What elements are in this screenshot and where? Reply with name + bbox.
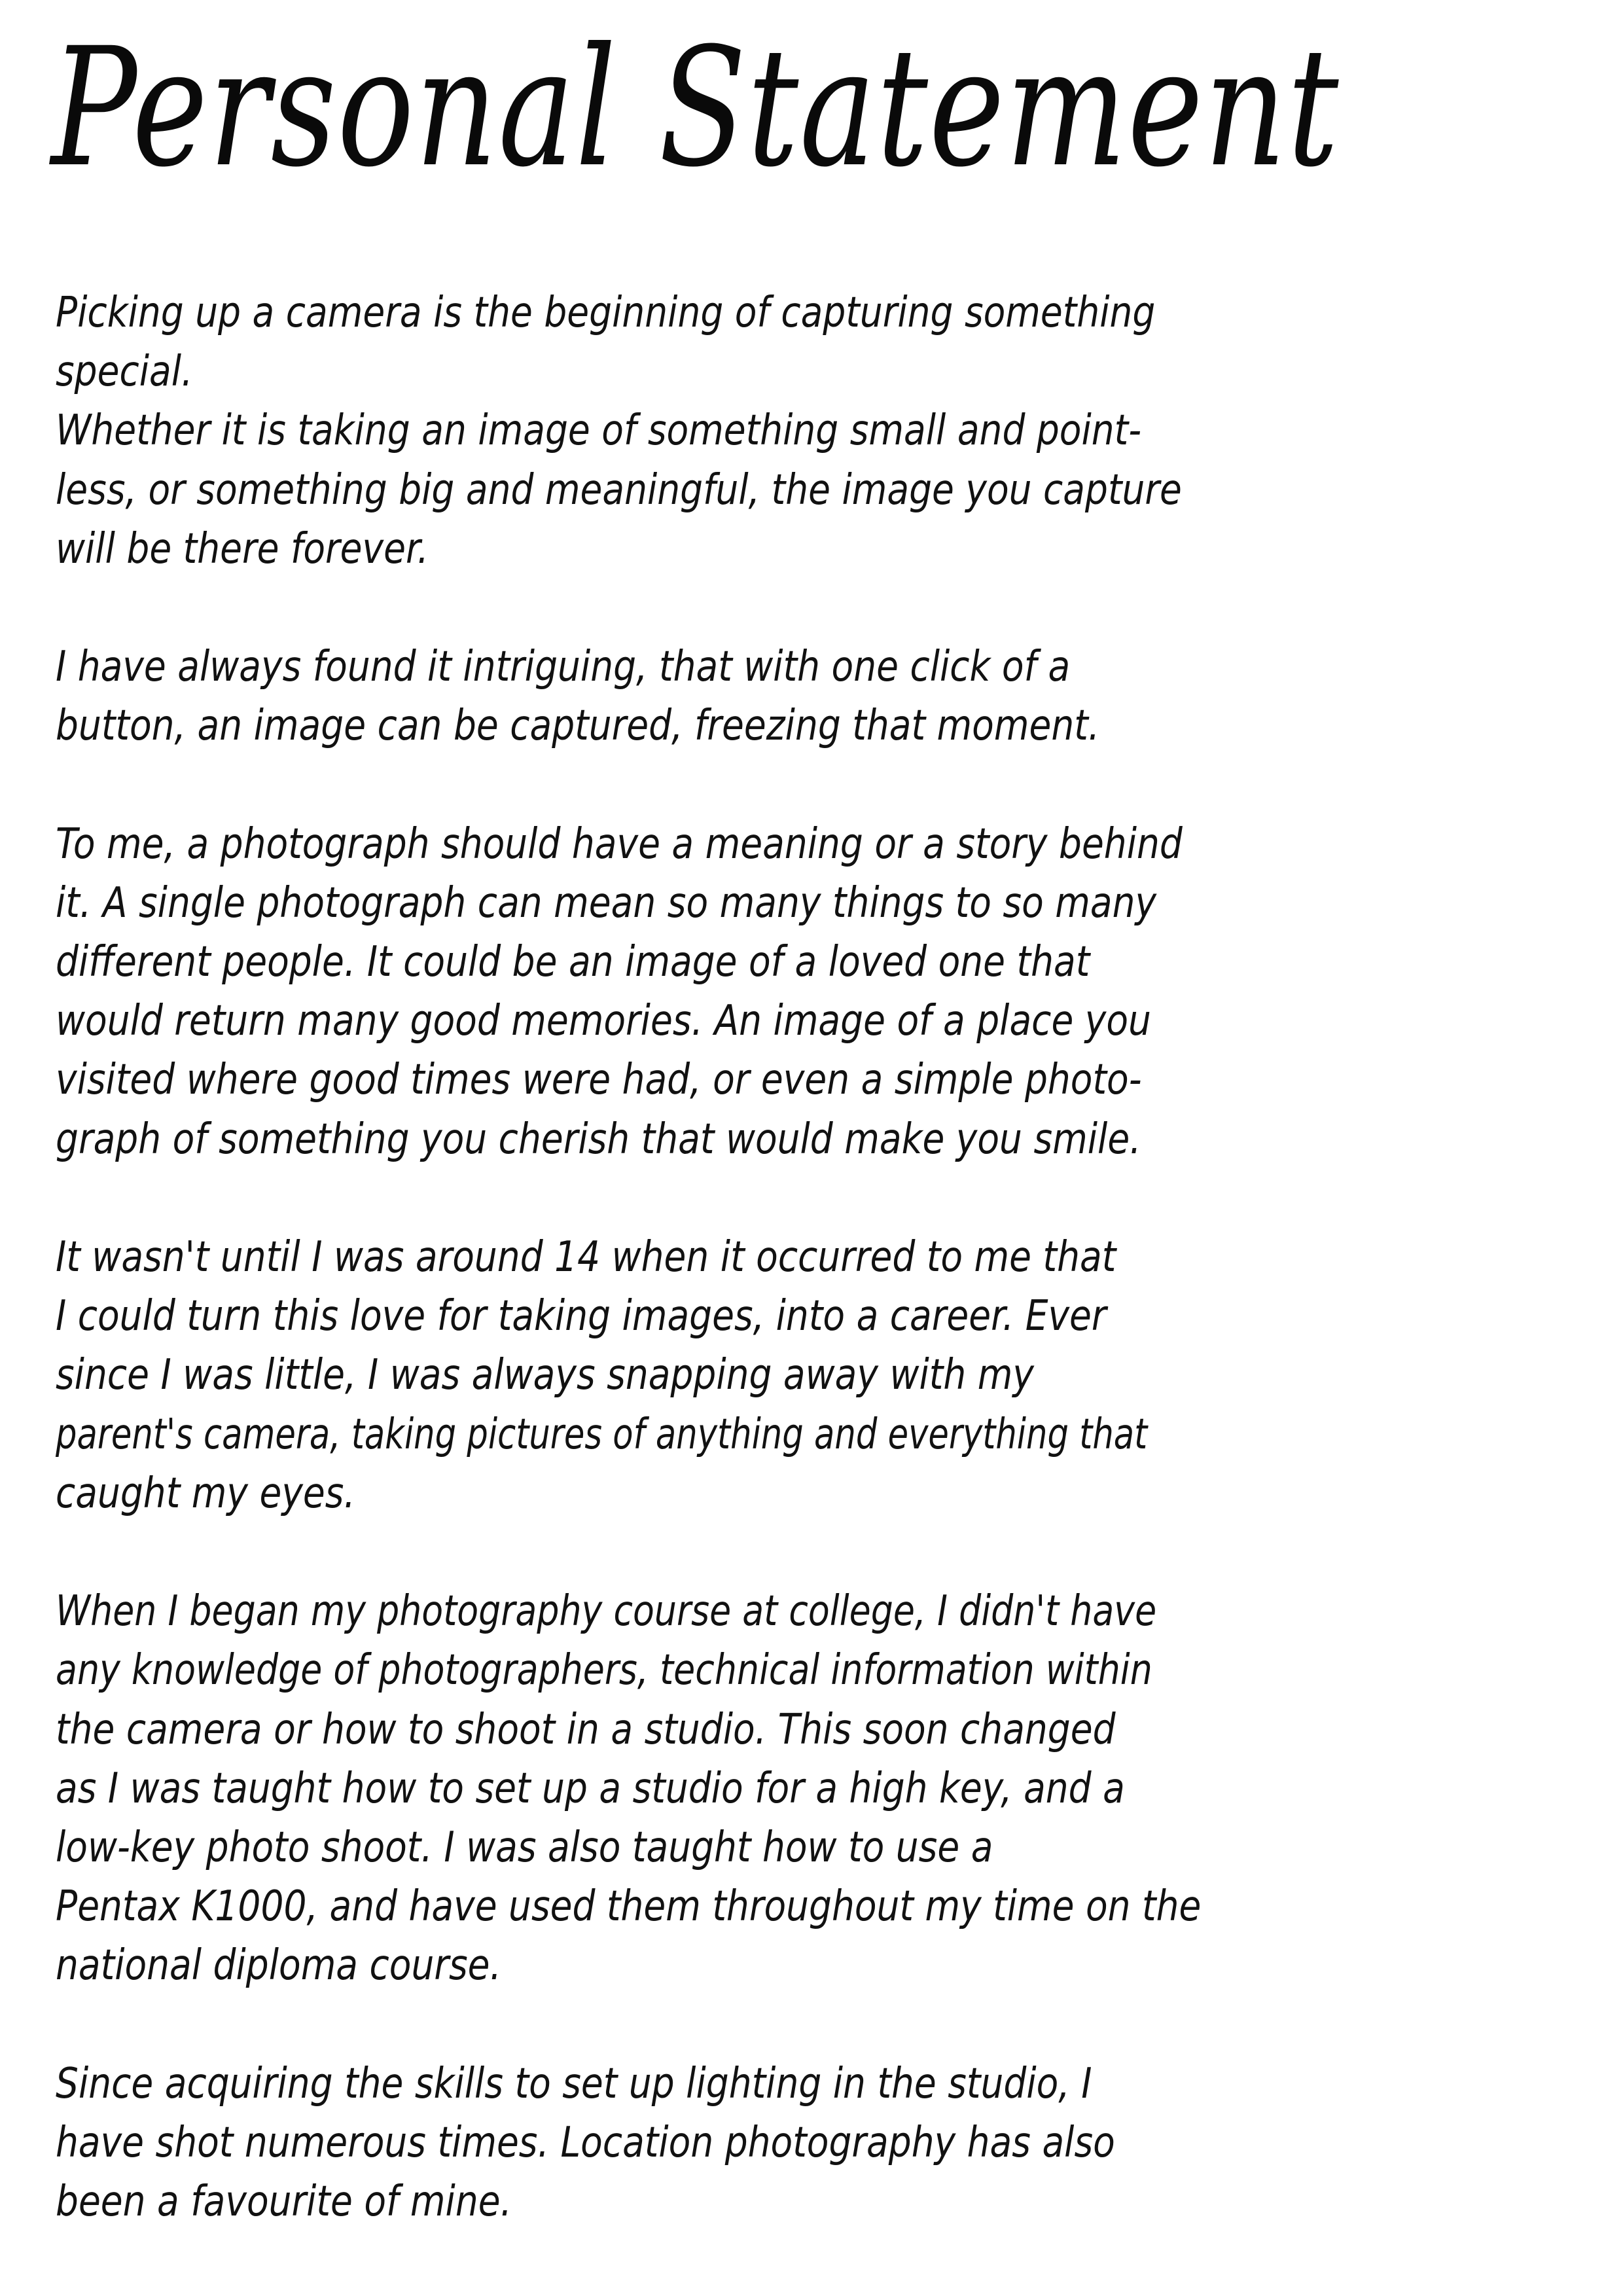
text-line: low-key photo shoot. I was also taught how to use a: [56, 1823, 993, 1872]
text-line: as I was taught how to set up a studio for a high key, and a: [56, 1764, 1125, 1813]
text-line: button, an image can be captured, freezing that moment.: [56, 702, 1100, 751]
text-line: visited where good times were had, or even a simple photo-: [56, 1056, 1142, 1105]
text-line: the camera or how to shoot in a studio. This soon changed: [56, 1705, 1116, 1754]
text-line: Picking up a camera is the beginning of capturing something: [56, 289, 1156, 337]
text-line: will be there forever.: [56, 524, 429, 573]
text-line: To me, a photograph should have a meaning or a story behind: [56, 819, 1183, 869]
paragraph-spacer: [56, 1169, 1574, 1228]
paragraph-spacer: [56, 579, 1574, 637]
text-line: parent's camera, taking pictures of anything and everything that: [56, 1410, 1148, 1459]
text-line: it. A single photograph can mean so many things to so many: [56, 878, 1157, 927]
text-line: less, or something big and meaningful, the image you capture: [56, 465, 1182, 514]
paragraph-6: [56, 2054, 1574, 2232]
text-line: Pentax K1000, and have used them throughout my time on the: [56, 1882, 1202, 1931]
text-line: different people. It could be an image of a loved one that: [56, 938, 1090, 987]
paragraph-3: [56, 815, 1574, 1169]
text-line: been a favourite of mine.: [56, 2178, 512, 2226]
text-line: since I was little, I was always snapping away with my: [56, 1351, 1034, 1400]
paragraph-spacer: [56, 1523, 1574, 1582]
text-line: would return many good memories. An image of a place you: [56, 997, 1151, 1046]
text-line: I could turn this love for taking images, into a career. Ever: [56, 1292, 1107, 1341]
paragraph-2: [56, 637, 1574, 755]
text-line: national diploma course.: [56, 1941, 502, 1990]
paragraph-spacer: [56, 756, 1574, 815]
paragraph-4: [56, 1228, 1574, 1523]
text-line: Since acquiring the skills to set up lighting in the studio, I: [56, 2059, 1092, 2108]
paragraph-spacer: [56, 1995, 1574, 2054]
text-line: have shot numerous times. Location photography has also: [56, 2118, 1115, 2167]
text-line: It wasn't until I was around 14 when it occurred to me that: [56, 1233, 1116, 1282]
text-line: special.: [56, 348, 193, 397]
statement-body: [56, 283, 1574, 2231]
text-line: any knowledge of photographers, technical information within: [56, 1646, 1152, 1695]
text-line: graph of something you cherish that would make you smile.: [56, 1115, 1141, 1164]
text-line: I have always found it intriguing, that with one click of a: [56, 643, 1071, 692]
paragraph-5: [56, 1582, 1574, 1995]
page-title: Personal Statement: [51, 12, 1340, 203]
text-line: Whether it is taking an image of something small and point-: [56, 406, 1142, 456]
text-line: When I began my photography course at college, I didn't have: [56, 1587, 1157, 1636]
paragraph-1: [56, 283, 1574, 579]
text-line: caught my eyes.: [56, 1469, 355, 1518]
